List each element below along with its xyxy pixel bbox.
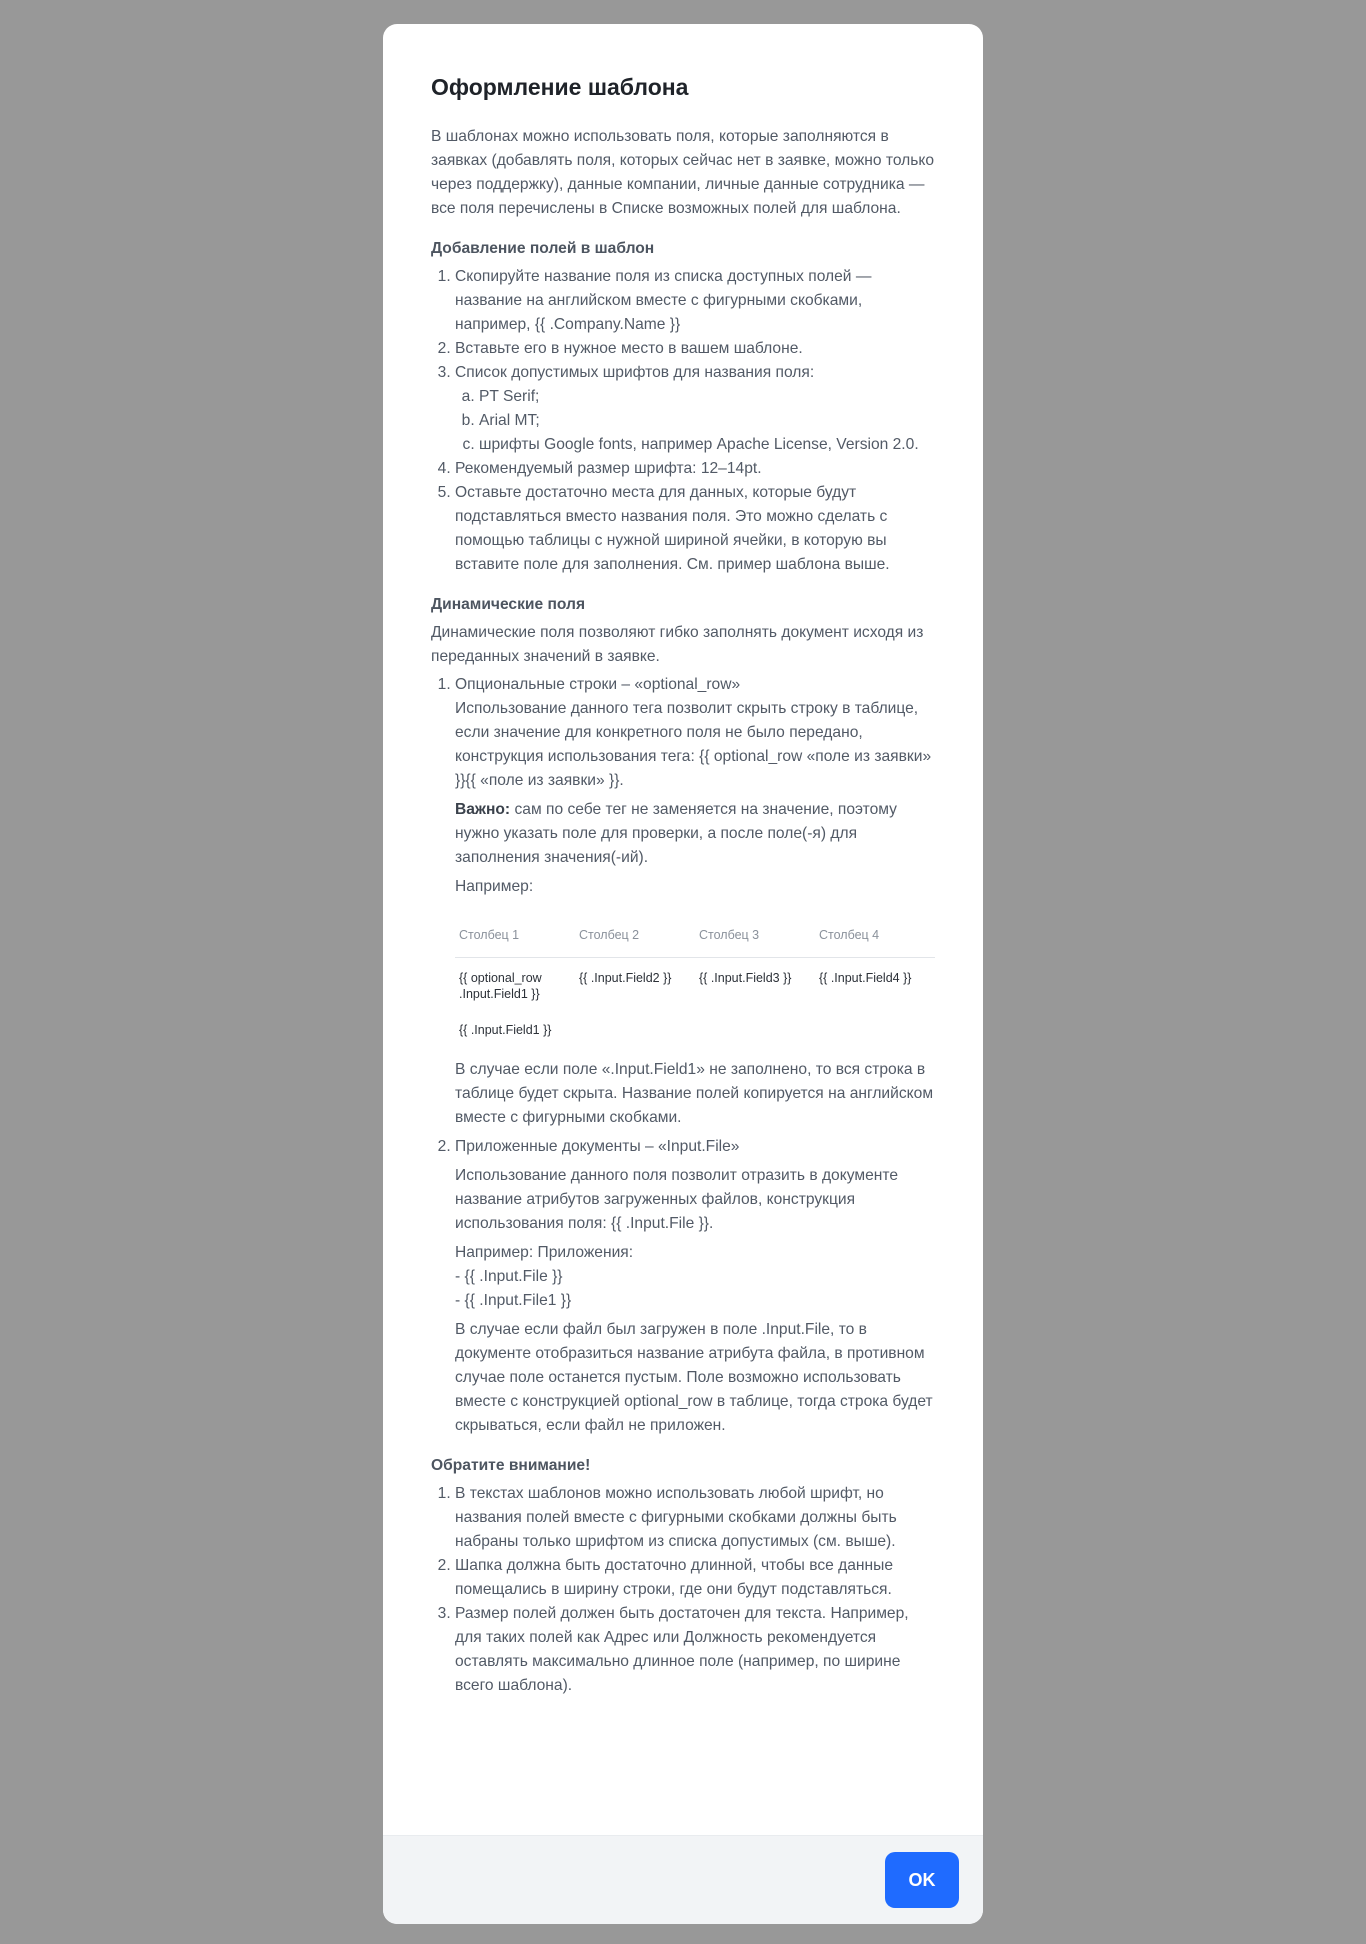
font-item: c. шрифты Google fonts, например Apache License, Version 2.0. [479,433,936,457]
column-header: Столбец 2 [575,917,695,958]
table-cell [695,1010,815,1046]
optional-row-title: 1. Опциональные строки – «optional_row» [455,676,741,693]
list-item: 1. В текстах шаблонов можно использовать любой шрифт, но названия полей вместе с фигурными скобками должны быть набраны только шрифтом из списка допустимых (см. выше). [455,1482,936,1554]
input-file-example-2: - {{ .Input.File }} [455,1268,563,1285]
table-cell [815,1010,935,1046]
fonts-list [455,385,936,457]
modal-content [383,24,983,1698]
list-item [455,361,936,457]
template-design-modal [383,24,983,1924]
table-header-row [455,917,935,958]
input-file-title: 2. Приложенные документы – «Input.File» [455,1138,740,1155]
dynamic-fields-heading: Динамические поля [431,596,586,613]
important-label: Важно: [455,801,511,818]
example-table [455,917,935,1046]
table-cell: {{ .Input.Field2 }} [579,971,672,985]
list-item: 2. Шапка должна быть достаточно длинной, чтобы все данные помещались в ширину строки, где они будут подставляться. [455,1554,936,1602]
attention-heading: Обратите внимание! [431,1457,591,1474]
dynamic-intro: Динамические поля позволяют гибко заполнять документ исходя из переданных значений в заявке. [431,624,924,665]
ok-button[interactable]: OK [885,1852,959,1908]
table-cell: {{ .Input.Field1 }} [459,1023,552,1037]
table-row [455,958,935,1011]
table-cell [575,1010,695,1046]
modal-title: Оформление шаблона [431,74,689,100]
input-file-desc: Использование данного поля позволит отразить в документе название атрибутов загруженных файлов, конструкция использования поля: {{ .Input.File }}. [455,1167,898,1232]
input-file-example-1: Например: Приложения: [455,1244,634,1261]
add-fields-list [431,265,936,577]
intro-text: В шаблонах можно использовать поля, которые заполняются в заявках (добавлять поля, которых сейчас нет в заявке, можно только через поддержку), данные компании, личные данные сотрудника — все поля перечислены в Списке возможных полей для шаблона. [431,128,935,217]
table-row [455,1010,935,1046]
table-cell: {{ optional_row .Input.Field1 }} [459,971,542,1001]
list-item: 4. Рекомендуемый размер шрифта: 12–14pt. [455,457,936,481]
list-item: 5. Оставьте достаточно места для данных, которые будут подставляться вместо названия поля. Это можно сделать с помощью таблицы с нужной шириной ячейки, в которую вы вставите поле для заполнения. См. пример шаблона выше. [455,481,936,577]
attention-section [431,1454,936,1698]
list-item: 2. Вставьте его в нужное место в вашем шаблоне. [455,337,936,361]
example-label: Например: [455,878,534,895]
optional-row-note: В случае если поле «.Input.Field1» не заполнено, то вся строка в таблице будет скрыта. Название полей копируется на английском вместе с фигурными скобками. [455,1061,934,1126]
list-item: 1. Скопируйте название поля из списка доступных полей — название на английском вместе с фигурными скобками, например, {{ .Company.Name }} [455,265,936,337]
important-text: сам по себе тег не заменяется на значение, поэтому нужно указать поле для проверки, а после поле(-я) для заполнения значения(-ий). [455,801,897,866]
list-item: 3. Размер полей должен быть достаточен для текста. Например, для таких полей как Адрес или Должность рекомендуется оставлять максимально длинное поле (например, по ширине всего шаблона). [455,1602,936,1698]
dynamic-list [431,673,936,1438]
attention-list [431,1482,936,1698]
dynamic-fields-section [431,593,936,1438]
table-cell: {{ .Input.Field4 }} [819,971,912,985]
modal-footer [383,1835,983,1924]
table-cell: {{ .Input.Field3 }} [699,971,792,985]
input-file-example-3: - {{ .Input.File1 }} [455,1292,572,1309]
column-header: Столбец 3 [695,917,815,958]
add-fields-section [431,237,936,577]
font-item: b. Arial MT; [479,409,936,433]
add-fields-heading: Добавление полей в шаблон [431,240,655,257]
list-item-optional-row [455,673,936,1130]
optional-row-desc: Использование данного тега позволит скрыть строку в таблице, если значение для конкретного поля не было передано, конструкция использования тега: {{ optional_row «поле из заявки» }}{{ «поле из заявки» }}. [455,700,932,789]
column-header: Столбец 1 [455,917,575,958]
fonts-intro: Список допустимых шрифтов для названия поля: [455,364,815,381]
list-item-input-file [455,1135,936,1438]
input-file-note: В случае если файл был загружен в поле .Input.File, то в документе отобразиться название атрибута файла, в противном случае поле останется пустым. Поле возможно использовать вместе с конструкцией optional_row в таблице, тогда строка будет скрываться, если файл не приложен. [455,1321,933,1434]
column-header: Столбец 4 [815,917,935,958]
important-note [455,798,936,870]
font-item: a. PT Serif; [479,385,936,409]
